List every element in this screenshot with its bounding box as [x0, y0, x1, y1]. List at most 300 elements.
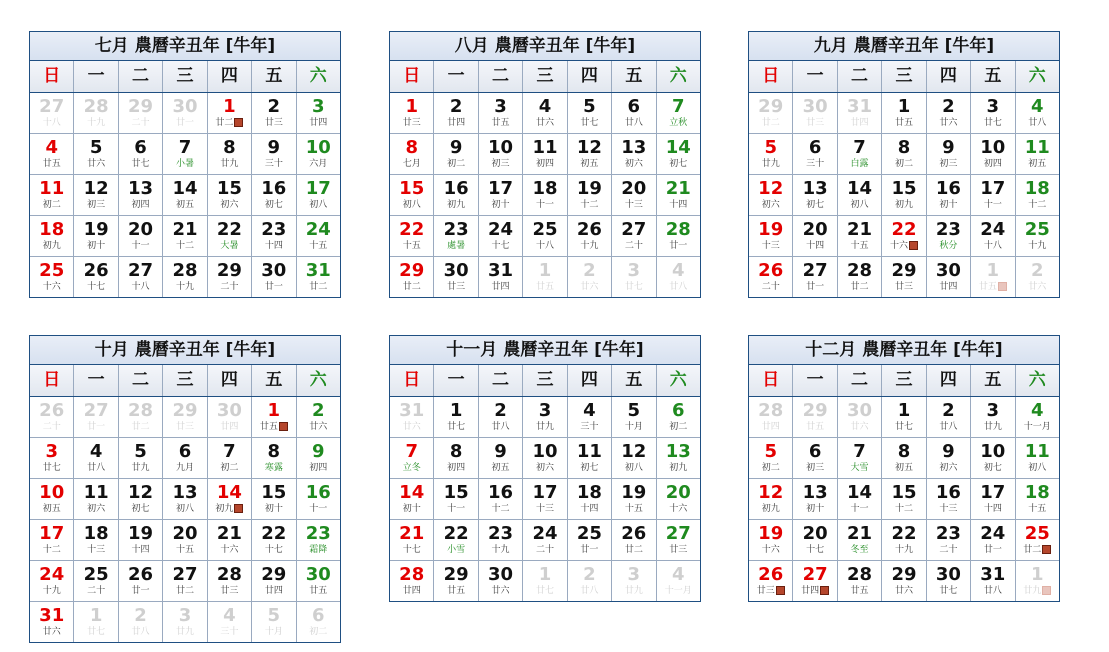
day-cell[interactable]: [657, 438, 700, 478]
lunar-date-text: 初四: [309, 463, 328, 473]
lunar-date-text: 十九: [42, 586, 61, 596]
day-cell[interactable]: [838, 93, 882, 133]
weekday-label: 五: [612, 61, 656, 92]
day-cell[interactable]: [479, 397, 523, 437]
lunar-date: [568, 545, 611, 556]
day-cell[interactable]: [74, 134, 118, 174]
day-cell[interactable]: [390, 397, 434, 437]
day-number: 4: [89, 441, 103, 462]
day-cell[interactable]: [612, 257, 656, 297]
day-cell[interactable]: [434, 561, 478, 601]
lunar-date-text: 廿一: [264, 282, 283, 292]
day-cell[interactable]: [479, 438, 523, 478]
day-cell[interactable]: [971, 397, 1015, 437]
day-cell[interactable]: [612, 216, 656, 256]
day-cell[interactable]: [568, 520, 612, 560]
day-cell[interactable]: [208, 397, 252, 437]
day-cell[interactable]: [568, 216, 612, 256]
day-number: 6: [808, 137, 822, 158]
lunar-date: [1016, 422, 1059, 433]
lunar-date: [882, 200, 925, 211]
day-number: 31: [980, 564, 1006, 585]
day-cell[interactable]: [479, 216, 523, 256]
day-cell[interactable]: [749, 134, 793, 174]
day-cell[interactable]: [119, 175, 163, 215]
day-cell[interactable]: [1016, 479, 1059, 519]
day-number: 12: [128, 482, 154, 503]
lunar-date: [252, 118, 295, 129]
lunar-date-text: 初十: [402, 504, 421, 514]
day-cell[interactable]: [793, 134, 837, 174]
day-cell[interactable]: [971, 257, 1015, 297]
day-cell[interactable]: [838, 561, 882, 601]
day-cell[interactable]: [882, 520, 926, 560]
day-cell[interactable]: [793, 216, 837, 256]
day-cell[interactable]: [30, 438, 74, 478]
day-cell[interactable]: [927, 175, 971, 215]
day-cell[interactable]: [252, 520, 296, 560]
day-cell[interactable]: [30, 257, 74, 297]
day-cell[interactable]: [523, 175, 567, 215]
day-cell[interactable]: [163, 520, 207, 560]
day-cell[interactable]: [163, 175, 207, 215]
day-cell[interactable]: [297, 602, 340, 642]
day-cell[interactable]: [390, 520, 434, 560]
day-number: 15: [443, 482, 469, 503]
day-cell[interactable]: [390, 175, 434, 215]
day-cell[interactable]: [74, 397, 118, 437]
day-cell[interactable]: [612, 561, 656, 601]
weekday-header: [30, 365, 340, 397]
day-cell[interactable]: [927, 216, 971, 256]
day-cell[interactable]: [793, 257, 837, 297]
day-cell[interactable]: [523, 216, 567, 256]
day-cell[interactable]: [30, 602, 74, 642]
day-cell[interactable]: [523, 438, 567, 478]
day-cell[interactable]: [1016, 216, 1059, 256]
day-number: 1: [897, 400, 911, 421]
day-cell[interactable]: [30, 397, 74, 437]
day-cell[interactable]: [927, 438, 971, 478]
day-cell[interactable]: [119, 93, 163, 133]
day-cell[interactable]: [208, 602, 252, 642]
day-cell[interactable]: [208, 175, 252, 215]
day-cell[interactable]: [657, 520, 700, 560]
day-cell[interactable]: [163, 216, 207, 256]
day-cell[interactable]: [208, 93, 252, 133]
day-cell[interactable]: [252, 561, 296, 601]
day-cell[interactable]: [297, 257, 340, 297]
week-row: [30, 602, 340, 642]
weekday-label: 三: [163, 365, 207, 396]
day-cell[interactable]: [568, 479, 612, 519]
day-number: 28: [665, 219, 691, 240]
day-cell[interactable]: [30, 93, 74, 133]
day-cell[interactable]: [793, 397, 837, 437]
lunar-date: [163, 545, 206, 556]
day-cell[interactable]: [74, 438, 118, 478]
lunar-date-text: 初五: [175, 200, 194, 210]
day-cell[interactable]: [657, 93, 700, 133]
day-cell[interactable]: [971, 93, 1015, 133]
lunar-date: [30, 504, 73, 515]
day-number: 3: [45, 441, 58, 462]
day-cell[interactable]: [1016, 257, 1059, 297]
lunar-date-text: 廿六: [850, 422, 869, 432]
day-cell[interactable]: [297, 479, 340, 519]
day-cell[interactable]: [208, 257, 252, 297]
day-cell[interactable]: [793, 479, 837, 519]
day-cell[interactable]: [568, 561, 612, 601]
day-cell[interactable]: [434, 479, 478, 519]
day-number: 22: [261, 523, 287, 544]
lunar-date-text: 廿七: [580, 118, 599, 128]
day-number: 12: [621, 441, 647, 462]
day-cell[interactable]: [434, 257, 478, 297]
day-cell[interactable]: [297, 175, 340, 215]
day-cell[interactable]: [749, 438, 793, 478]
day-cell[interactable]: [252, 216, 296, 256]
lunar-date-text: 廿二: [131, 422, 150, 432]
lunar-date: [793, 463, 836, 474]
day-cell[interactable]: [74, 175, 118, 215]
day-cell[interactable]: [163, 134, 207, 174]
day-cell[interactable]: [208, 520, 252, 560]
day-cell[interactable]: [74, 520, 118, 560]
day-cell[interactable]: [882, 93, 926, 133]
day-cell[interactable]: [74, 479, 118, 519]
day-cell[interactable]: [208, 216, 252, 256]
lunar-date: [568, 422, 611, 433]
day-cell[interactable]: [568, 257, 612, 297]
day-number: 27: [172, 564, 198, 585]
day-cell[interactable]: [657, 257, 700, 297]
day-cell[interactable]: [434, 397, 478, 437]
day-number: 5: [89, 137, 103, 158]
day-cell[interactable]: [838, 520, 882, 560]
day-cell[interactable]: [927, 561, 971, 601]
lunar-date: [208, 241, 251, 252]
lunar-date: [119, 118, 162, 129]
day-cell[interactable]: [882, 216, 926, 256]
day-cell[interactable]: [971, 175, 1015, 215]
day-number: 1: [267, 400, 281, 421]
day-number: 14: [172, 178, 198, 199]
day-cell[interactable]: [163, 257, 207, 297]
day-cell[interactable]: [163, 93, 207, 133]
day-cell[interactable]: [1016, 93, 1059, 133]
lunar-date: [927, 159, 970, 170]
day-cell[interactable]: [971, 479, 1015, 519]
day-cell[interactable]: [523, 479, 567, 519]
day-cell[interactable]: [479, 175, 523, 215]
lunar-date: [657, 159, 700, 170]
day-cell[interactable]: [479, 561, 523, 601]
day-cell[interactable]: [612, 479, 656, 519]
day-cell[interactable]: [882, 438, 926, 478]
day-cell[interactable]: [971, 134, 1015, 174]
lunar-date: [523, 159, 566, 170]
day-cell[interactable]: [523, 93, 567, 133]
day-cell[interactable]: [1016, 520, 1059, 560]
lunar-date-text: 初六: [535, 463, 554, 473]
day-cell[interactable]: [657, 216, 700, 256]
day-cell[interactable]: [927, 93, 971, 133]
day-cell[interactable]: [749, 520, 793, 560]
day-cell[interactable]: [163, 479, 207, 519]
day-cell[interactable]: [749, 93, 793, 133]
day-cell[interactable]: [74, 216, 118, 256]
day-cell[interactable]: [252, 438, 296, 478]
day-cell[interactable]: [657, 479, 700, 519]
day-cell[interactable]: [927, 257, 971, 297]
day-cell[interactable]: [612, 520, 656, 560]
day-cell[interactable]: [297, 561, 340, 601]
day-cell[interactable]: [657, 175, 700, 215]
lunar-date-text: 廿二: [850, 282, 869, 292]
day-cell[interactable]: [927, 520, 971, 560]
day-cell[interactable]: [612, 175, 656, 215]
day-cell[interactable]: [74, 257, 118, 297]
day-cell[interactable]: [119, 602, 163, 642]
day-cell[interactable]: [390, 561, 434, 601]
day-cell[interactable]: [838, 175, 882, 215]
day-cell[interactable]: [390, 93, 434, 133]
day-cell[interactable]: [838, 134, 882, 174]
day-cell[interactable]: [297, 520, 340, 560]
day-cell[interactable]: [523, 397, 567, 437]
day-number: 21: [172, 219, 198, 240]
weekday-header: [30, 61, 340, 93]
day-cell[interactable]: [568, 93, 612, 133]
day-cell[interactable]: [434, 438, 478, 478]
day-cell[interactable]: [208, 438, 252, 478]
day-cell[interactable]: [882, 479, 926, 519]
day-cell[interactable]: [434, 175, 478, 215]
day-cell[interactable]: [523, 134, 567, 174]
day-cell[interactable]: [297, 134, 340, 174]
day-cell[interactable]: [119, 134, 163, 174]
day-cell[interactable]: [523, 257, 567, 297]
day-cell[interactable]: [612, 397, 656, 437]
day-number: 8: [449, 441, 463, 462]
day-cell[interactable]: [971, 216, 1015, 256]
day-cell[interactable]: [568, 397, 612, 437]
day-cell[interactable]: [927, 397, 971, 437]
day-cell[interactable]: [434, 134, 478, 174]
day-cell[interactable]: [297, 438, 340, 478]
day-cell[interactable]: [1016, 134, 1059, 174]
lunar-date-text: 廿四: [309, 118, 328, 128]
day-cell[interactable]: [612, 134, 656, 174]
lunar-date-text: 十九: [87, 118, 106, 128]
day-cell[interactable]: [971, 520, 1015, 560]
day-cell[interactable]: [297, 397, 340, 437]
day-number: 13: [128, 178, 154, 199]
day-cell[interactable]: [119, 216, 163, 256]
day-cell[interactable]: [612, 93, 656, 133]
day-cell[interactable]: [30, 520, 74, 560]
day-cell[interactable]: [1016, 438, 1059, 478]
day-cell[interactable]: [749, 561, 793, 601]
day-cell[interactable]: [30, 134, 74, 174]
day-cell[interactable]: [390, 257, 434, 297]
day-cell[interactable]: [568, 134, 612, 174]
day-cell[interactable]: [390, 479, 434, 519]
day-cell[interactable]: [838, 397, 882, 437]
day-number: 19: [576, 178, 602, 199]
lunar-date-text: 廿七: [131, 159, 150, 169]
lunar-date: [208, 463, 251, 474]
lunar-date: [612, 241, 655, 252]
day-cell[interactable]: [479, 479, 523, 519]
day-cell[interactable]: [252, 479, 296, 519]
day-cell[interactable]: [882, 175, 926, 215]
lunar-date: [657, 586, 700, 597]
day-cell[interactable]: [568, 175, 612, 215]
day-cell[interactable]: [119, 257, 163, 297]
lunar-date-text: 廿六: [894, 586, 913, 596]
day-cell[interactable]: [838, 257, 882, 297]
day-cell[interactable]: [30, 175, 74, 215]
day-number: 27: [802, 260, 828, 281]
day-cell[interactable]: [208, 561, 252, 601]
lunar-date: [30, 200, 73, 211]
day-cell[interactable]: [479, 93, 523, 133]
day-number: 18: [83, 523, 109, 544]
lunar-date: [30, 422, 73, 433]
day-cell[interactable]: [30, 216, 74, 256]
day-cell[interactable]: [479, 520, 523, 560]
day-cell[interactable]: [30, 561, 74, 601]
day-cell[interactable]: [163, 602, 207, 642]
day-cell[interactable]: [793, 438, 837, 478]
day-number: 7: [178, 137, 192, 158]
lunar-date: [434, 118, 477, 129]
day-cell[interactable]: [657, 561, 700, 601]
day-number: 1: [89, 605, 103, 626]
day-cell[interactable]: [252, 175, 296, 215]
lunar-date-text: 二十: [761, 282, 780, 292]
lunar-date-text: 十四: [669, 200, 688, 210]
day-cell[interactable]: [390, 134, 434, 174]
lunar-date: [434, 241, 477, 252]
day-cell[interactable]: [749, 175, 793, 215]
day-cell[interactable]: [838, 438, 882, 478]
lunar-date: [793, 241, 836, 252]
day-cell[interactable]: [568, 438, 612, 478]
day-cell[interactable]: [793, 175, 837, 215]
day-cell[interactable]: [119, 479, 163, 519]
day-cell[interactable]: [657, 134, 700, 174]
day-cell[interactable]: [882, 397, 926, 437]
lunar-date: [74, 627, 117, 638]
day-cell[interactable]: [523, 520, 567, 560]
day-cell[interactable]: [119, 520, 163, 560]
day-cell[interactable]: [838, 479, 882, 519]
day-cell[interactable]: [793, 561, 837, 601]
lunar-date: [882, 586, 925, 597]
day-cell[interactable]: [119, 561, 163, 601]
day-cell[interactable]: [390, 438, 434, 478]
day-cell[interactable]: [119, 438, 163, 478]
lunar-date: [523, 463, 566, 474]
day-cell[interactable]: [927, 479, 971, 519]
lunar-date-text: 初六: [624, 159, 643, 169]
lunar-date: [74, 241, 117, 252]
weekday-label: 六: [669, 66, 687, 86]
day-cell[interactable]: [119, 397, 163, 437]
lunar-date-text: 立冬: [402, 463, 421, 473]
lunar-date-text: 十二: [42, 545, 61, 555]
month-title: 十月 農曆辛丑年 [牛年]: [30, 336, 340, 365]
day-cell[interactable]: [793, 520, 837, 560]
day-cell[interactable]: [74, 561, 118, 601]
day-cell[interactable]: [793, 93, 837, 133]
day-cell[interactable]: [252, 134, 296, 174]
day-cell[interactable]: [612, 438, 656, 478]
day-cell[interactable]: [657, 397, 700, 437]
day-cell[interactable]: [1016, 397, 1059, 437]
day-cell[interactable]: [74, 93, 118, 133]
lunar-date: [971, 463, 1014, 474]
lunar-date-text: 寒露: [264, 463, 283, 473]
day-cell[interactable]: [252, 397, 296, 437]
week-row: [30, 479, 340, 520]
day-number: 13: [621, 137, 647, 158]
day-cell[interactable]: [252, 257, 296, 297]
day-cell[interactable]: [163, 438, 207, 478]
day-cell[interactable]: [297, 93, 340, 133]
day-cell[interactable]: [479, 134, 523, 174]
day-cell[interactable]: [971, 561, 1015, 601]
lunar-date: [568, 282, 611, 293]
day-cell[interactable]: [927, 134, 971, 174]
day-cell[interactable]: [882, 257, 926, 297]
day-cell[interactable]: [1016, 561, 1059, 601]
day-cell[interactable]: [971, 438, 1015, 478]
day-cell[interactable]: [252, 93, 296, 133]
day-cell[interactable]: [479, 257, 523, 297]
day-cell[interactable]: [163, 397, 207, 437]
day-cell[interactable]: [252, 602, 296, 642]
day-cell[interactable]: [749, 479, 793, 519]
day-cell[interactable]: [1016, 175, 1059, 215]
day-cell[interactable]: [297, 216, 340, 256]
lunar-date: [927, 422, 970, 433]
lunar-date: [793, 545, 836, 556]
day-number: 3: [986, 96, 1000, 117]
lunar-date-text: 廿五: [42, 159, 61, 169]
day-cell[interactable]: [434, 93, 478, 133]
day-cell[interactable]: [882, 134, 926, 174]
day-cell[interactable]: [163, 561, 207, 601]
day-cell[interactable]: [838, 216, 882, 256]
lunar-date-text: 初十: [87, 241, 106, 251]
day-cell[interactable]: [74, 602, 118, 642]
day-cell[interactable]: [523, 561, 567, 601]
day-cell[interactable]: [434, 520, 478, 560]
day-cell[interactable]: [882, 561, 926, 601]
day-cell[interactable]: [749, 397, 793, 437]
day-cell[interactable]: [208, 479, 252, 519]
day-cell[interactable]: [30, 479, 74, 519]
day-cell[interactable]: [208, 134, 252, 174]
day-cell[interactable]: [434, 216, 478, 256]
day-cell[interactable]: [390, 216, 434, 256]
day-cell[interactable]: [749, 216, 793, 256]
day-cell[interactable]: [749, 257, 793, 297]
